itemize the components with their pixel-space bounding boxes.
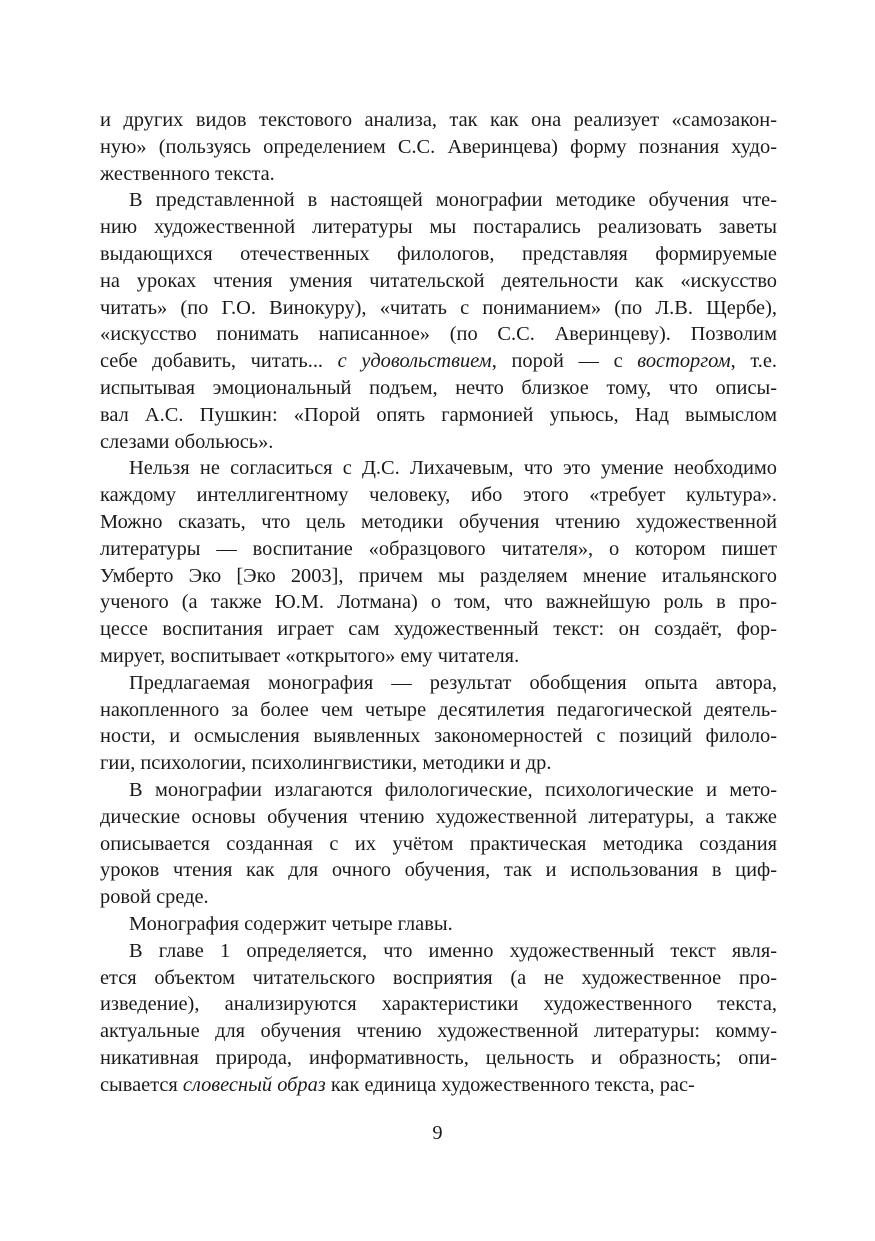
text-segment: уроков чтения как для очного обучения, так и использования в циф- — [100, 859, 777, 882]
text-segment: Нельзя не согласиться с Д.С. Лихачевым, что это умение необходимо — [129, 457, 777, 480]
page-number: 9 — [432, 1122, 443, 1144]
text-segment: сывается — [100, 1073, 183, 1096]
text-line — [100, 1072, 777, 1099]
text-segment: цессе воспитания играет сам художественный текст: он создаёт, фор- — [100, 618, 777, 641]
text-segment: В главе 1 определяется, что именно художественный текст явля- — [129, 939, 777, 962]
text-line — [100, 187, 777, 214]
text-segment: ности, и осмысления выявленных закономерностей с позиций филоло- — [100, 725, 777, 748]
text-segment: литературы — воспитание «образцового читателя», о котором пишет — [100, 537, 777, 560]
text-line — [100, 536, 777, 563]
text-segment: Можно сказать, что цель методики обучения чтению художественной — [100, 510, 777, 533]
text-segment: гии, психологии, психолингвистики, методики и др. — [100, 752, 552, 775]
text-segment: мирует, воспитывает «открытого» ему читателя. — [100, 644, 520, 667]
text-line — [100, 161, 777, 188]
text-line — [100, 831, 777, 858]
text-segment: Монография содержит четыре главы. — [129, 912, 453, 935]
paragraph — [100, 107, 777, 187]
text-line — [100, 991, 777, 1018]
text-line — [100, 589, 777, 616]
text-line — [100, 348, 777, 375]
text-line — [100, 563, 777, 590]
text-line — [100, 697, 777, 724]
italic-text: с удовольствием — [337, 350, 492, 373]
text-segment: ется объектом читательского восприятия (а не художественное про- — [100, 966, 777, 989]
text-segment: В представленной в настоящей монографии методике обучения чте- — [129, 189, 777, 212]
text-line — [100, 616, 777, 643]
text-line — [100, 241, 777, 268]
text-segment: жественного текста. — [100, 162, 275, 185]
text-segment: Предлагаемая монография — результат обобщения опыта автора, — [129, 671, 777, 694]
text-segment: и других видов текстового анализа, так как она реализует «самозакон- — [100, 109, 777, 131]
text-line — [100, 965, 777, 992]
text-line — [100, 1018, 777, 1045]
text-segment: слезами обольюсь». — [100, 430, 274, 453]
text-line — [100, 938, 777, 965]
text-segment: выдающихся отечественных филологов, представляя формируемые — [100, 242, 777, 265]
text-line — [100, 911, 777, 938]
text-line — [100, 295, 777, 322]
paragraph — [100, 911, 777, 938]
paragraph — [100, 777, 777, 911]
text-segment: изведение), анализируются характеристики художественного текста, — [100, 993, 777, 1016]
text-segment: описывается созданная с их учётом практическая методика создания — [100, 832, 777, 855]
text-line — [100, 402, 777, 429]
text-segment: актуальные для обучения чтению художественной литературы: комму- — [100, 1020, 777, 1043]
text-line — [100, 107, 777, 134]
text-segment: как единица художественного текста, рас- — [325, 1073, 695, 1096]
text-line — [100, 670, 777, 697]
text-line — [100, 375, 777, 402]
page-body — [100, 107, 777, 1098]
text-segment: ную» (пользуясь определением С.С. Аверинцева) форму познания худо- — [100, 135, 777, 158]
text-segment: ученого (а также Ю.М. Лотмана) о том, что важнейшую роль в про- — [100, 591, 777, 614]
text-segment: испытывая эмоциональный подъем, нечто близкое тому, что описы- — [100, 376, 777, 399]
text-segment: никативная природа, информативность, цельность и образность; опи- — [100, 1046, 777, 1069]
text-line — [100, 134, 777, 161]
text-line — [100, 643, 777, 670]
text-segment: дические основы обучения чтению художественной литературы, а также — [100, 805, 777, 828]
paragraph — [100, 187, 777, 455]
text-segment: вал А.С. Пушкин: «Порой опять гармонией упьюсь, Над вымыслом — [100, 403, 777, 426]
text-segment: В монографии излагаются филологические, психологические и мето- — [129, 778, 777, 801]
text-segment: Умберто Эко [Эко 2003], причем мы разделяем мнение итальянского — [100, 564, 777, 587]
text-line — [100, 723, 777, 750]
paragraph — [100, 670, 777, 777]
text-line — [100, 884, 777, 911]
text-line — [100, 321, 777, 348]
text-segment: на уроках чтения умения читательской деятельности как «искусство — [100, 269, 777, 292]
text-line — [100, 429, 777, 456]
text-line — [100, 1045, 777, 1072]
text-line — [100, 214, 777, 241]
text-segment: себе добавить, читать... — [100, 350, 338, 373]
italic-text: восторгом — [637, 350, 731, 373]
text-line — [100, 750, 777, 777]
text-segment: , т.е. — [730, 350, 778, 373]
text-segment: накопленного за более чем четыре десятилетия педагогической деятель- — [100, 698, 777, 721]
text-line — [100, 857, 777, 884]
paragraph — [100, 455, 777, 669]
text-line — [100, 455, 777, 482]
text-segment: каждому интеллигентному человеку, ибо этого «требует культура». — [100, 484, 777, 507]
text-line — [100, 482, 777, 509]
text-line — [100, 804, 777, 831]
paragraph — [100, 938, 777, 1099]
text-segment: «искусство понимать написанное» (по С.С. Аверинцеву). Позволим — [100, 323, 777, 346]
italic-text: словесный образ — [182, 1073, 326, 1096]
text-segment: нию художественной литературы мы постарались реализовать заветы — [100, 216, 777, 239]
text-segment: читать» (по Г.О. Винокуру), «читать с пониманием» (по Л.В. Щербе), — [100, 296, 777, 319]
text-line — [100, 777, 777, 804]
text-segment: ровой среде. — [100, 886, 209, 909]
text-line — [100, 268, 777, 295]
text-line — [100, 509, 777, 536]
text-segment: , порой — с — [491, 350, 638, 373]
